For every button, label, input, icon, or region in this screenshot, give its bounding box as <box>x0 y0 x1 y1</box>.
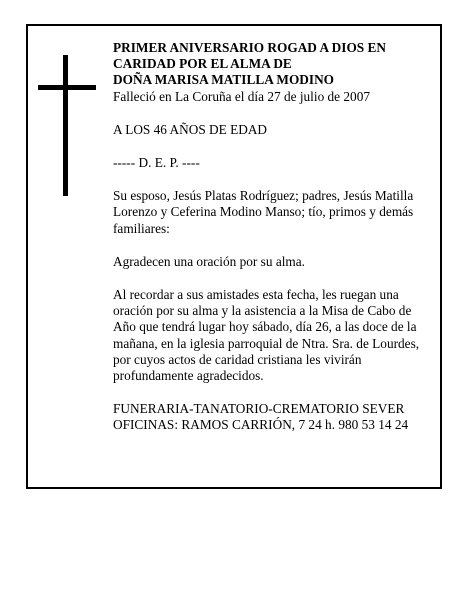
death-date-line: Falleció en La Coruña el día 27 de julio de 2007 <box>113 88 371 104</box>
mass-paragraph: Al recordar a sus amistades esta fecha, les ruegan una oración por su alma y la asistencia a la Misa de Cabo de Año que tendrá lugar hoy sábado, día 26, a las doce de la mañana, en la iglesia parroquial de Ntra. Sra. de Lourdes, por cuyos actos de caridad cristiana les vivirán profundamente agradecidos. <box>113 287 420 384</box>
funeral-home-name: FUNERARIA-TANATORIO-CREMATORIO SEVER <box>113 401 405 417</box>
heading-line-2: CARIDAD POR EL ALMA DE <box>113 56 292 72</box>
thanks-line: Agradecen una oración por su alma. <box>113 253 305 269</box>
rip-line: ----- D. E. P. ---- <box>113 155 200 171</box>
funeral-home-contact: OFICINAS: RAMOS CARRIÓN, 7 24 h. 980 53 14 24 <box>113 417 409 433</box>
deceased-name: DOÑA MARISA MATILLA MODINO <box>113 72 335 88</box>
cross-icon <box>63 55 68 196</box>
age-line: A LOS 46 AÑOS DE EDAD <box>113 121 268 137</box>
obituary-text <box>113 40 425 434</box>
family-paragraph: Su esposo, Jesús Platas Rodríguez; padres, Jesús Matilla Lorenzo y Ceferina Modino Manso; tío, primos y demás familiares: <box>113 188 414 236</box>
cross-icon-bar <box>38 85 96 90</box>
heading-line-1: PRIMER ANIVERSARIO ROGAD A DIOS EN <box>113 40 386 55</box>
